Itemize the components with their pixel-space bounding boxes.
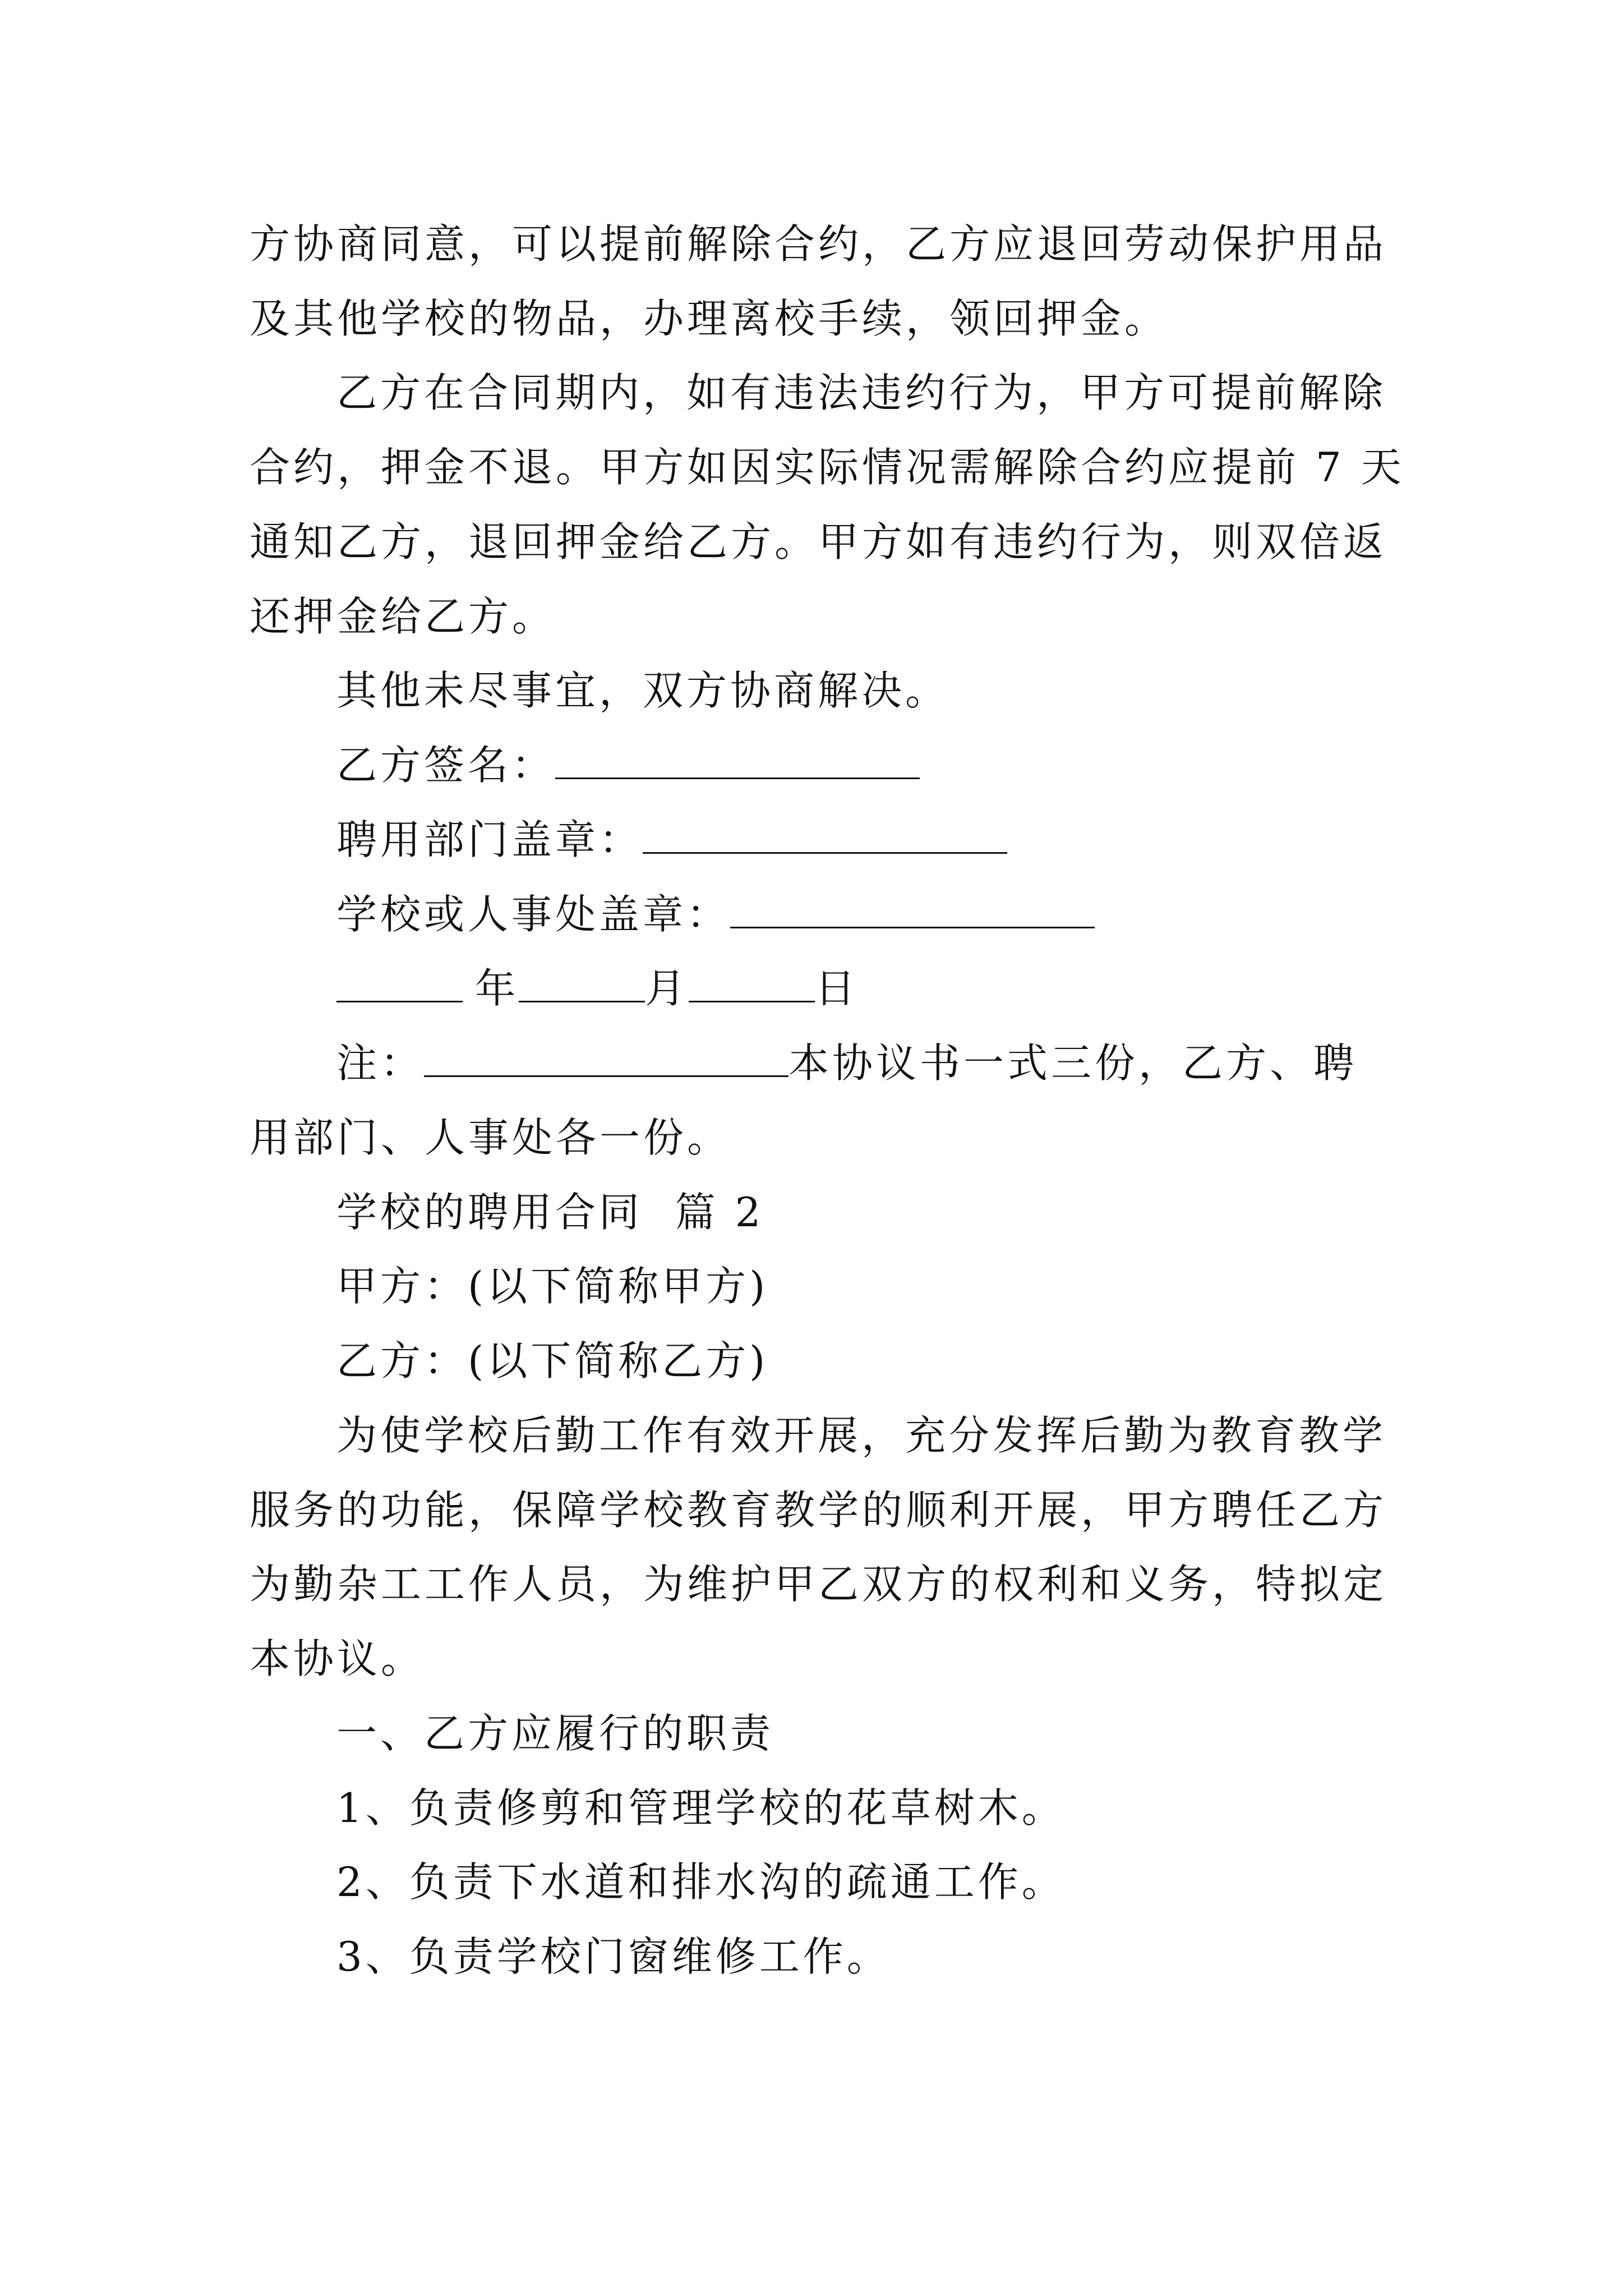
month-label: 月 bbox=[645, 965, 689, 1012]
paragraph-line: 为勤杂工工作人员，为维护甲乙双方的权利和义务，特拟定 bbox=[250, 1561, 1387, 1608]
dept-seal-blank bbox=[643, 815, 1007, 854]
paragraph-line: 合约，押金不退。甲方如因实际情况需解除合约应提前 7 天 bbox=[250, 444, 1405, 491]
duties-heading: 一、乙方应履行的职责 bbox=[336, 1710, 774, 1757]
school-seal-label: 学校或人事处盖章： bbox=[336, 891, 731, 938]
note-label: 注： bbox=[336, 1039, 425, 1087]
note-line-2: 用部门、人事处各一份。 bbox=[250, 1114, 731, 1161]
day-label: 日 bbox=[815, 965, 859, 1012]
note-line bbox=[336, 1035, 1388, 1091]
paragraph-line: 乙方在合同期内，如有违法违约行为，甲方可提前解除 bbox=[336, 369, 1387, 416]
party-b: 乙方：(以下简称乙方) bbox=[336, 1337, 769, 1384]
dept-seal-label: 聘用部门盖章： bbox=[336, 816, 643, 863]
paragraph-line: 方协商同意，可以提前解除合约，乙方应退回劳动保护用品 bbox=[250, 220, 1387, 268]
note-blank bbox=[424, 1038, 789, 1077]
paragraph-line: 为使学校后勤工作有效开展，充分发挥后勤为教育教学 bbox=[336, 1412, 1387, 1459]
signature-school-seal bbox=[336, 886, 1388, 942]
section-title: 学校的聘用合同 篇 2 bbox=[336, 1189, 764, 1236]
year-blank bbox=[336, 964, 463, 1002]
month-blank bbox=[519, 964, 645, 1002]
paragraph-line: 服务的功能，保障学校教育教学的顺利开展，甲方聘任乙方 bbox=[250, 1487, 1387, 1534]
duty-item: 2、负责下水道和排水沟的疏通工作。 bbox=[336, 1858, 1066, 1906]
paragraph-line: 其他未尽事宜，双方协商解决。 bbox=[336, 667, 949, 714]
date-line bbox=[336, 960, 1388, 1016]
paragraph-line: 及其他学校的物品，办理离校手续，领回押金。 bbox=[250, 295, 1169, 342]
day-blank bbox=[689, 964, 815, 1002]
signature-blank bbox=[555, 740, 920, 779]
signature-party-b-label: 乙方签名： bbox=[336, 742, 556, 789]
party-a: 甲方：(以下简称甲方) bbox=[336, 1263, 769, 1310]
duty-item: 3、负责学校门窗维修工作。 bbox=[336, 1933, 891, 1980]
duty-item: 1、负责修剪和管理学校的花草树木。 bbox=[336, 1784, 1066, 1832]
signature-party-b bbox=[336, 737, 1388, 793]
note-text: 本协议书一式三份，乙方、聘 bbox=[789, 1039, 1358, 1087]
signature-dept-seal bbox=[336, 812, 1388, 868]
paragraph-line: 通知乙方，退回押金给乙方。甲方如有违约行为，则双倍返 bbox=[250, 518, 1387, 565]
paragraph-line: 本协议。 bbox=[250, 1635, 425, 1682]
paragraph-line: 还押金给乙方。 bbox=[250, 593, 556, 640]
year-label: 年 bbox=[475, 965, 519, 1012]
school-seal-blank bbox=[730, 890, 1095, 928]
